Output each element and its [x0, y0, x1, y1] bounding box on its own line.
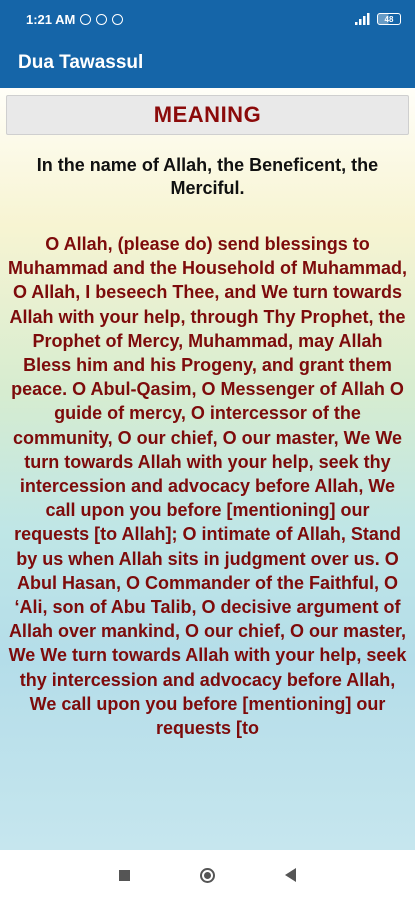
- app-bar: [0, 38, 415, 88]
- status-left: [26, 12, 123, 27]
- dua-meaning-text: O Allah, (please do) send blessings to Muhammad and the Household of Muhammad, O Allah, I beseech Thee, and We turn towards Allah with your help, through Thy Prophet, the Prophet of Mercy, Muhammad, may Allah Bless him and his Progeny, and grant them peace. O Abul-Qasim, O Messenger of Allah O guide of mercy, O intercessor of the community, O our chief, O our master, We We turn towards Allah with your help, seek thy intercession and advocacy before Allah, We call upon you before [mentioning] our requests [to Allah]; O intimate of Allah, Stand by us when Allah sits in judgment over us. O Abul Hasan, O Commander of the Faithful, O ‘Ali, son of Abu Talib, O decisive argument of Allah over mankind, O our chief, O our master, We We turn towards Allah with your help, seek thy intercession and advocacy before Allah, We call upon you before [mentioning] our requests [to: [7, 234, 407, 739]
- back-icon[interactable]: [285, 868, 296, 882]
- status-bar: [0, 0, 415, 38]
- status-time: 1:21 AM: [26, 11, 76, 27]
- meaning-heading: MEANING: [6, 95, 409, 135]
- sync-icon: [112, 14, 123, 25]
- meaning-content[interactable]: [0, 88, 415, 850]
- alarm-icon: [80, 14, 91, 25]
- navigation-bar: [0, 850, 415, 900]
- recents-icon[interactable]: [119, 870, 130, 881]
- battery-icon: [377, 13, 401, 25]
- battery-level: 48: [384, 14, 394, 24]
- home-icon[interactable]: [200, 868, 215, 883]
- bismillah-text: In the name of Allah, the Beneficent, the Merciful.: [36, 155, 379, 198]
- signal-icon: [355, 13, 371, 25]
- sync-icon: [96, 14, 107, 25]
- app-title: Dua Tawassul: [18, 52, 144, 73]
- status-right: [355, 13, 401, 25]
